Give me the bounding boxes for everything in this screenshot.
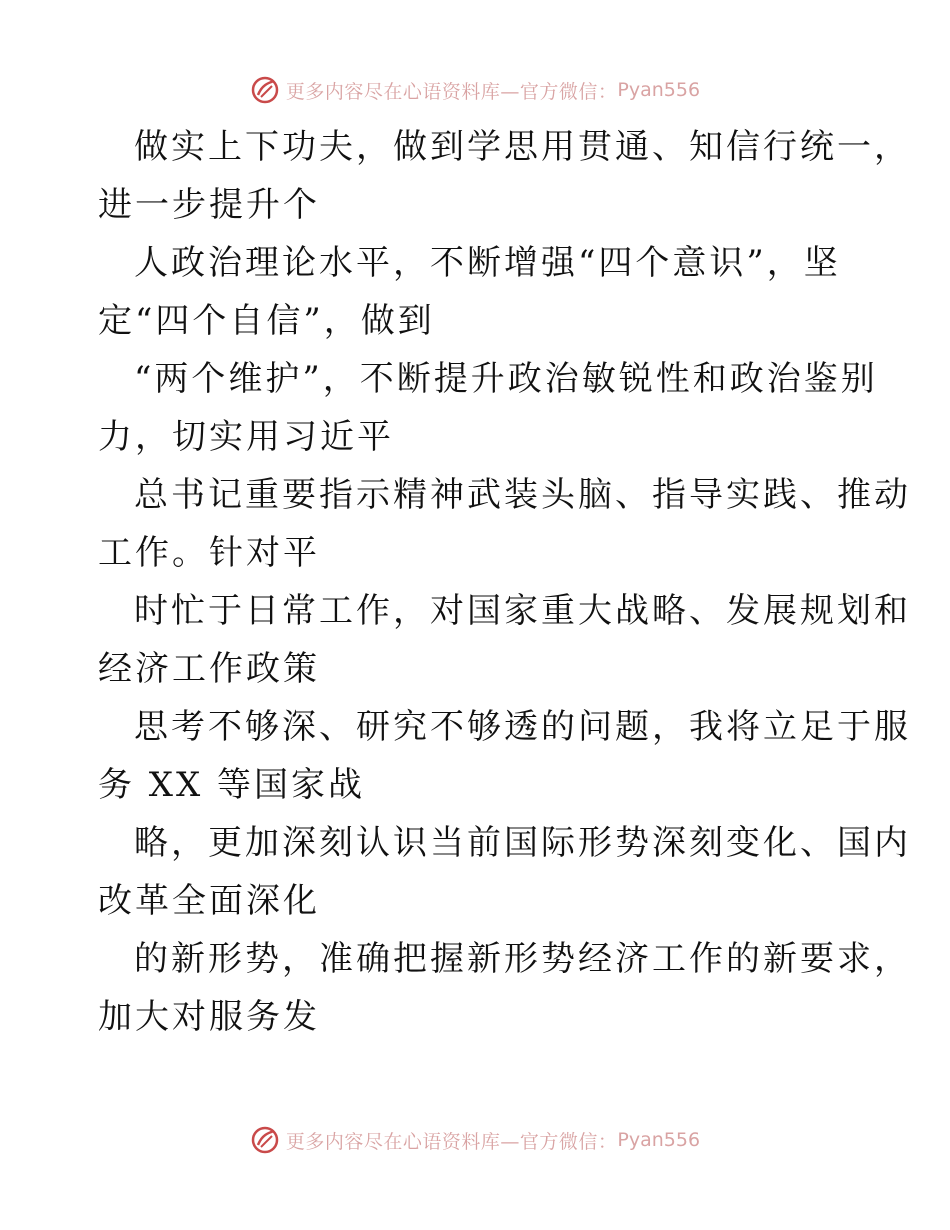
paragraph [98, 350, 878, 466]
paragraph-line: 务 XX 等国家战 [98, 765, 366, 805]
paragraph [98, 234, 858, 350]
paragraph-line: 加大对服务发 [98, 997, 320, 1037]
paragraph [98, 118, 911, 234]
paragraph-line: 力，切实用习近平 [98, 417, 394, 457]
footer-watermark-banner [0, 1120, 950, 1160]
paragraph-line: 经济工作政策 [98, 649, 320, 689]
paragraph-line: 改革全面深化 [98, 881, 320, 921]
paragraph-line: 定“四个自信”，做到 [98, 301, 435, 341]
header-watermark-banner [0, 70, 950, 110]
paragraph-line: 做实上下功夫，做到学思用贯通、知信行统一， [134, 127, 911, 167]
document-body [98, 118, 911, 1046]
paragraph [98, 698, 911, 814]
paragraph-line: 人政治理论水平，不断增强“四个意识”，坚 [134, 243, 841, 283]
banner-handle: Pyan556 [617, 79, 701, 101]
paragraph [98, 814, 911, 930]
paragraph-line: “两个维护”，不断提升政治敏锐性和政治鉴别 [134, 359, 878, 399]
paragraph [98, 930, 911, 1046]
paragraph-line: 时忙于日常工作，对国家重大战略、发展规划和 [134, 591, 911, 631]
banner-text: 更多内容尽在心语资料库—官方微信： [285, 80, 618, 103]
paragraph-line: 工作。针对平 [98, 533, 320, 573]
paragraph-line: 的新形势，准确把握新形势经济工作的新要求， [134, 939, 911, 979]
paragraph-line: 略，更加深刻认识当前国际形势深刻变化、国内 [134, 823, 911, 863]
paragraph [98, 582, 911, 698]
banner-handle: Pyan556 [617, 1129, 701, 1151]
paragraph-line: 总书记重要指示精神武装头脑、指导实践、推动 [134, 475, 911, 515]
banner-text: 更多内容尽在心语资料库—官方微信： [285, 1130, 618, 1153]
paragraph [98, 466, 911, 582]
logo-icon [250, 1125, 280, 1155]
paragraph-line: 进一步提升个 [98, 185, 320, 225]
logo-icon [250, 75, 280, 105]
paragraph-line: 思考不够深、研究不够透的问题，我将立足于服 [134, 707, 911, 747]
